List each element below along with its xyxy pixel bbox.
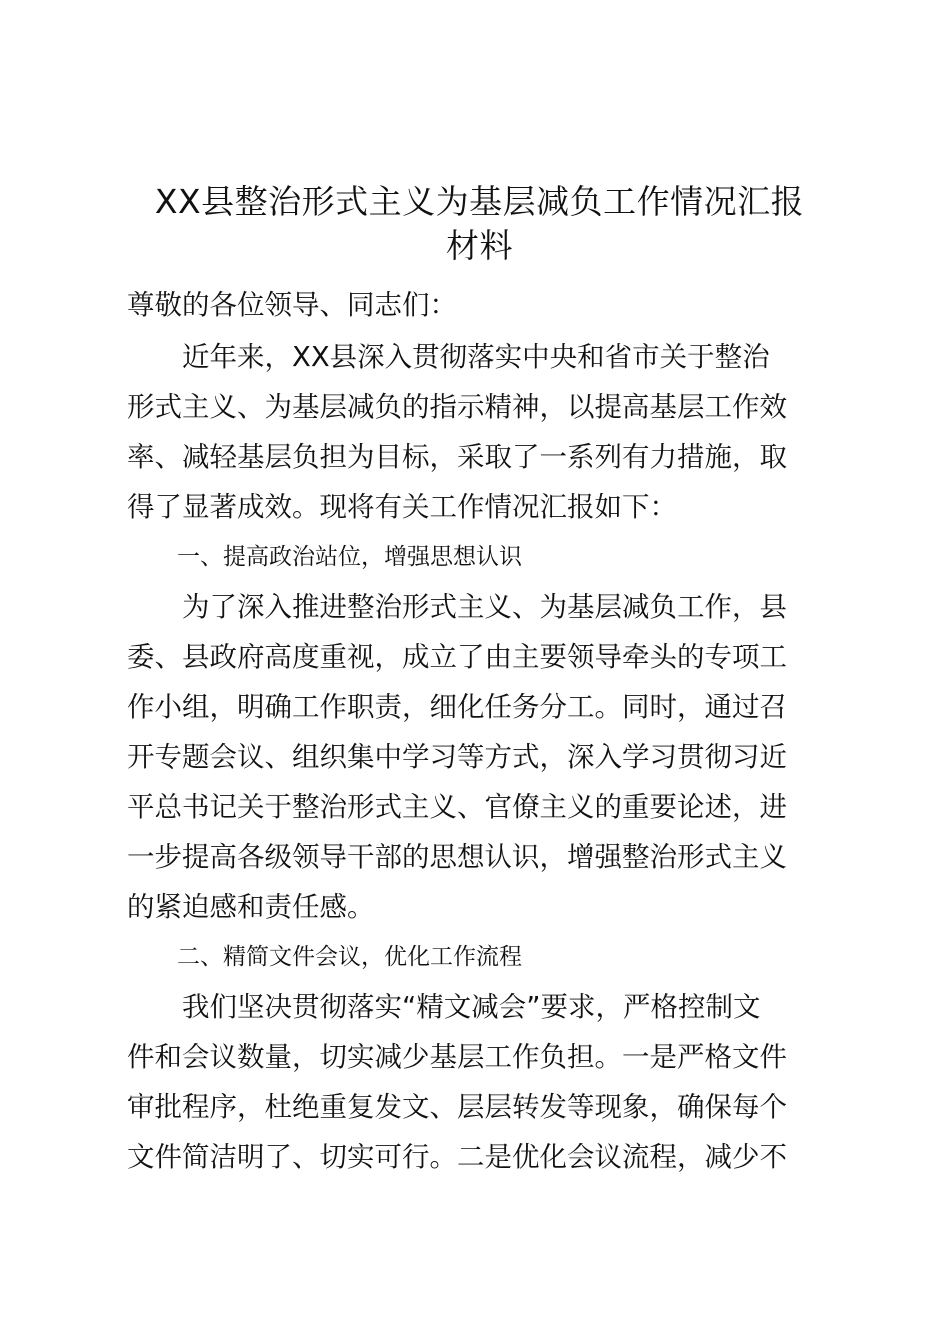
intro-paragraph xyxy=(127,332,832,532)
salutation: 尊敬的各位领导、同志们： xyxy=(127,289,457,321)
paragraph-line: 率、减轻基层负担为目标，采取了一系列有力措施，取 xyxy=(127,441,787,473)
paragraph-line: 件和会议数量，切实减少基层工作负担。一是严格文件 xyxy=(127,1041,787,1073)
title-line-1: XX县整治形式主义为基层减负工作情况汇报 xyxy=(154,182,805,221)
section-heading-1: 一、提高政治站位，增强思想认识 xyxy=(177,544,522,570)
section-1-paragraph xyxy=(127,582,832,932)
paragraph-line: 审批程序，杜绝重复发文、层层转发等现象，确保每个 xyxy=(127,1091,787,1123)
paragraph-line: 委、县政府高度重视，成立了由主要领导牵头的专项工 xyxy=(127,641,787,673)
title-line-2: 材料 xyxy=(446,226,513,265)
paragraph-line: 近年来，XX县深入贯彻落实中央和省市关于整治 xyxy=(182,341,770,373)
section-2-paragraph xyxy=(127,982,832,1182)
document-page xyxy=(127,180,832,1182)
paragraph-line: 为了深入推进整治形式主义、为基层减负工作，县 xyxy=(182,591,787,623)
paragraph-line: 得了显著成效。现将有关工作情况汇报如下： xyxy=(127,491,677,523)
paragraph-line: 的紧迫感和责任感。 xyxy=(127,891,375,923)
paragraph-line: 开专题会议、组织集中学习等方式，深入学习贯彻习近 xyxy=(127,741,787,773)
paragraph-line: 形式主义、为基层减负的指示精神，以提高基层工作效 xyxy=(127,391,787,423)
paragraph-line: 平总书记关于整治形式主义、官僚主义的重要论述，进 xyxy=(127,791,787,823)
document-title xyxy=(127,180,832,268)
paragraph-line: 一步提高各级领导干部的思想认识，增强整治形式主义 xyxy=(127,841,787,873)
paragraph-line: 文件简洁明了、切实可行。二是优化会议流程，减少不 xyxy=(127,1141,787,1173)
section-heading-2: 二、精简文件会议，优化工作流程 xyxy=(177,944,522,970)
paragraph-line: 我们坚决贯彻落实“精文减会”要求，严格控制文 xyxy=(182,991,761,1023)
paragraph-line: 作小组，明确工作职责，细化任务分工。同时，通过召 xyxy=(127,691,787,723)
